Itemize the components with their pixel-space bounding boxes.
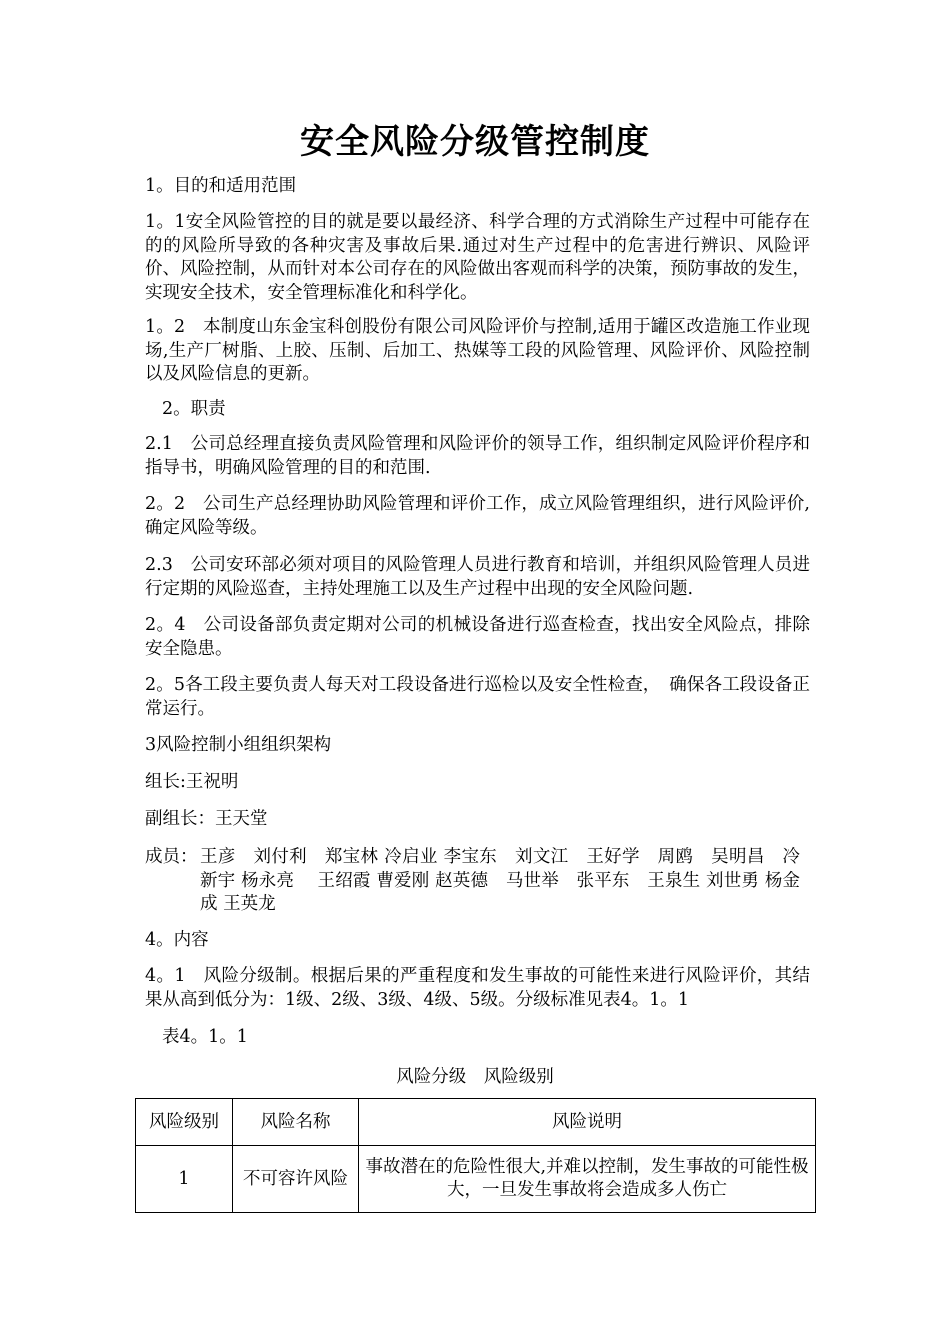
members-names: 王彦 刘付利 郑宝林 冷启业 李宝东 刘文江 王好学 周鸥 吴明昌 冷新宇 杨永亮 王绍霞 曹爱刚 赵英德 马世举 张平东 王泉生 刘世勇 杨金成 王英龙 bbox=[200, 847, 800, 914]
table-header-row bbox=[136, 1099, 816, 1146]
risk-level-table bbox=[135, 1098, 816, 1213]
cell-risk-description: 事故潜在的危险性很大,并难以控制，发生事故的可能性极大，一旦发生事故将会造成多人伤亡 bbox=[359, 1146, 816, 1213]
paragraph-2-5: 2。5各工段主要负责人每天对工段设备进行巡检以及安全性检查， 确保各工段设备正常运行。 bbox=[145, 675, 810, 719]
section-4-heading: 4。内容 bbox=[145, 930, 209, 950]
cell-risk-name: 不可容许风险 bbox=[233, 1146, 359, 1213]
deputy-line: 副组长：王天堂 bbox=[145, 809, 268, 829]
paragraph-2-1: 2.1 公司总经理直接负责风险管理和风险评价的领导工作，组织制定风险评价程序和指导书，明确风险管理的目的和范围. bbox=[145, 434, 810, 478]
section-1-heading: 1。目的和适用范围 bbox=[145, 176, 297, 196]
leader-line: 组长:王祝明 bbox=[145, 772, 239, 792]
header-risk-level: 风险级别 bbox=[136, 1099, 233, 1146]
header-risk-description: 风险说明 bbox=[359, 1099, 816, 1146]
paragraph-4-1: 4。1 风险分级制。根据后果的严重程度和发生事故的可能性来进行风险评价，其结果从高到低分为：1级、2级、3级、4级、5级。分级标准见表4。1。1 bbox=[145, 966, 810, 1010]
paragraph-2-3: 2.3 公司安环部必须对项目的风险管理人员进行教育和培训，并组织风险管理人员进行定期的风险巡查，主持处理施工以及生产过程中出现的安全风险问题. bbox=[145, 555, 810, 599]
paragraph-1-1: 1。1安全风险管控的目的就是要以最经济、科学合理的方式消除生产过程中可能存在的的风险所导致的各种灾害及事故后果.通过对生产过程中的危害进行辨识、风险评价、风险控制，从而针对本公司存在的风险做出客观而科学的决策，预防事故的发生，实现安全技术，安全管理标准化和科学化。 bbox=[145, 212, 810, 303]
cell-risk-level: 1 bbox=[136, 1146, 233, 1213]
document-title: 安全风险分级管控制度 bbox=[300, 122, 650, 162]
members-label: 成员： bbox=[145, 847, 198, 867]
table-caption: 风险分级 风险级别 bbox=[396, 1067, 554, 1087]
members-block bbox=[145, 846, 810, 917]
paragraph-2-2: 2。2 公司生产总经理协助风险管理和评价工作，成立风险管理组织，进行风险评价,确定风险等级。 bbox=[145, 494, 810, 538]
paragraph-1-2: 1。2 本制度山东金宝科创股份有限公司风险评价与控制,适用于罐区改造施工作业现场,生产厂树脂、上胶、压制、后加工、热媒等工段的风险管理、风险评价、风险控制以及风险信息的更新。 bbox=[145, 317, 810, 384]
paragraph-2-4: 2。4 公司设备部负责定期对公司的机械设备进行巡查检查，找出安全风险点，排除安全隐患。 bbox=[145, 615, 810, 659]
section-2-heading: 2。职责 bbox=[162, 399, 226, 419]
table-row bbox=[136, 1146, 816, 1213]
section-3-heading: 3风险控制小组组织架构 bbox=[145, 735, 332, 755]
table-number: 表4。1。1 bbox=[162, 1027, 248, 1047]
header-risk-name: 风险名称 bbox=[233, 1099, 359, 1146]
